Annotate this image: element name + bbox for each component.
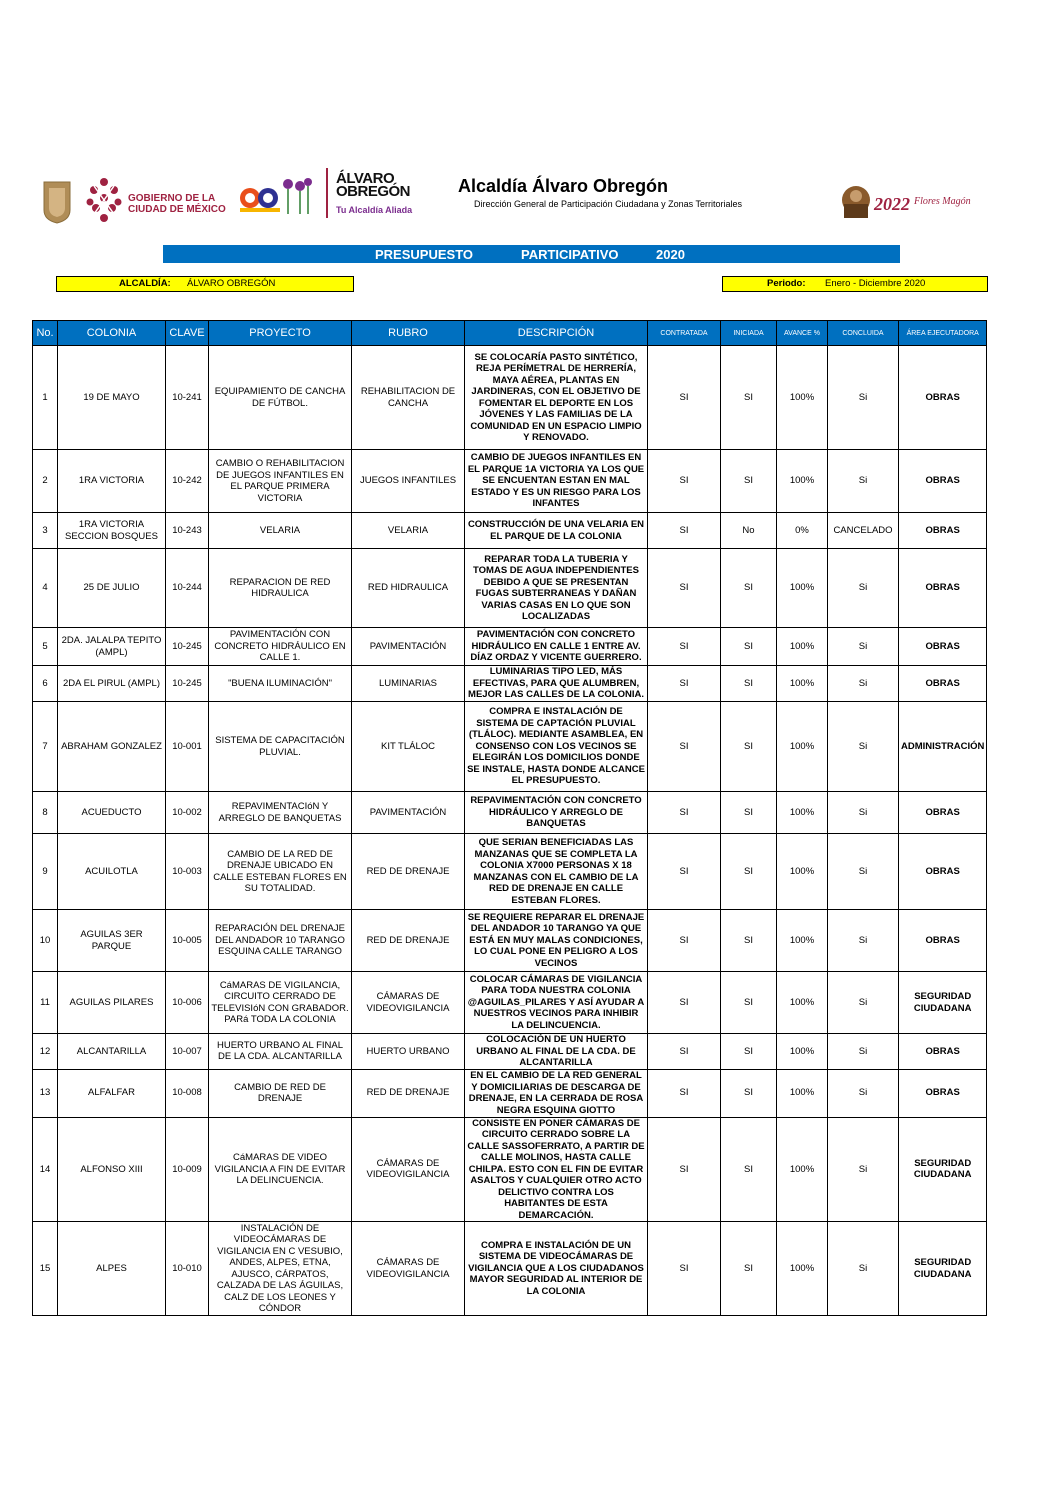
cell-proyecto: "BUENA ILUMINACIÓN": [209, 666, 352, 702]
cell-descripcion: CAMBIO DE JUEGOS INFANTILES EN EL PARQUE 1A VICTORIA YA LOS QUE SE ENCUENTAN ESTAN EN MAL ESTADO Y ES UN RIESGO PARA LOS INFANTES: [465, 450, 648, 513]
cell-contratada: SI: [648, 1117, 721, 1222]
cell-contratada: SI: [648, 792, 721, 834]
cell-no: 15: [33, 1222, 58, 1316]
cell-no: 11: [33, 972, 58, 1034]
cell-contratada: SI: [648, 549, 721, 628]
cell-concluida: Si: [828, 1117, 899, 1222]
cell-descripcion: COLOCACIÓN DE UN HUERTO URBANO AL FINAL DE LA CDA. DE ALCANTARILLA: [465, 1034, 648, 1070]
cell-iniciada: SI: [721, 910, 777, 972]
cell-contratada: SI: [648, 972, 721, 1034]
cell-area: OBRAS: [899, 792, 987, 834]
cell-concluida: Si: [828, 702, 899, 792]
cell-contratada: SI: [648, 666, 721, 702]
cell-descripcion: CONSTRUCCIÓN DE UNA VELARIA EN EL PARQUE DE LA COLONIA: [465, 513, 648, 549]
cell-area: OBRAS: [899, 628, 987, 666]
cell-iniciada: No: [721, 513, 777, 549]
banner-year: 2020: [656, 247, 685, 262]
table-row: [33, 549, 987, 628]
cell-iniciada: SI: [721, 628, 777, 666]
cell-area: SEGURIDAD CIUDADANA: [899, 1117, 987, 1222]
header-descripcion: DESCRIPCIÓN: [465, 321, 648, 346]
cell-no: 7: [33, 702, 58, 792]
periodo-field: [722, 276, 988, 292]
cell-proyecto: CAMBIO O REHABILITACION DE JUEGOS INFANTILES EN EL PARQUE PRIMERA VICTORIA: [209, 450, 352, 513]
alcaldia-label: ALCALDÍA:: [119, 278, 171, 289]
cell-no: 6: [33, 666, 58, 702]
cell-avance: 100%: [777, 549, 828, 628]
cell-iniciada: SI: [721, 1222, 777, 1316]
cell-contratada: SI: [648, 910, 721, 972]
cell-descripcion: REPARAR TODA LA TUBERIA Y TOMAS DE AGUA INDEPENDIENTES DEBIDO A QUE SE PRESENTAN FUGAS SUBTERRANEAS Y DAÑAN VARIAS CASAS EN LO QUE SON LOCALIZADAS: [465, 549, 648, 628]
cell-descripcion: EN EL CAMBIO DE LA RED GENERAL Y DOMICILIARIAS DE DESCARGA DE DRENAJE, EN LA CERRADA DE ROSA NEGRA ESQUINA GIOTTO: [465, 1069, 648, 1117]
table-row: [33, 1069, 987, 1117]
table-row: [33, 628, 987, 666]
cell-concluida: Si: [828, 1069, 899, 1117]
cell-avance: 100%: [777, 792, 828, 834]
cell-clave: 10-009: [166, 1117, 209, 1222]
header-colonia: COLONIA: [58, 321, 166, 346]
header-area: ÁREA EJECUTADORA: [899, 321, 987, 346]
cell-avance: 100%: [777, 628, 828, 666]
cell-avance: 100%: [777, 972, 828, 1034]
cell-colonia: 25 DE JULIO: [58, 549, 166, 628]
cell-concluida: Si: [828, 1222, 899, 1316]
cell-no: 1: [33, 346, 58, 450]
table-row: [33, 1117, 987, 1222]
cell-rubro: CÁMARAS DE VIDEOVIGILANCIA: [352, 1222, 465, 1316]
header-rubro: RUBRO: [352, 321, 465, 346]
cell-proyecto: INSTALACIÓN DE VIDEOCÁMARAS DE VIGILANCIA EN C VESUBIO, ANDES, ALPES, ETNA, AJUSCO, CÁRPATOS, CALZADA DE LAS ÁGUILAS, CALZ DE LOS LEONES Y CÓNDOR: [209, 1222, 352, 1316]
cell-proyecto: CáMARAS DE VIDEO VIGILANCIA A FIN DE EVITAR LA DELINCUENCIA.: [209, 1117, 352, 1222]
table-row: [33, 910, 987, 972]
cell-colonia: AGUILAS 3ER PARQUE: [58, 910, 166, 972]
cell-descripcion: SE REQUIERE REPARAR EL DRENAJE DEL ANDADOR 10 TARANGO YA QUE ESTÁ EN MUY MALAS CONDICIONES, LO CUAL PONE EN PELIGRO A LOS VECINOS: [465, 910, 648, 972]
cell-avance: 100%: [777, 910, 828, 972]
cell-rubro: CÁMARAS DE VIDEOVIGILANCIA: [352, 1117, 465, 1222]
cell-avance: 100%: [777, 1069, 828, 1117]
cell-rubro: CÁMARAS DE VIDEOVIGILANCIA: [352, 972, 465, 1034]
cell-no: 4: [33, 549, 58, 628]
cell-clave: 10-010: [166, 1222, 209, 1316]
cell-colonia: 2DA. JALALPA TEPITO (AMPL): [58, 628, 166, 666]
cell-rubro: JUEGOS INFANTILES: [352, 450, 465, 513]
cell-area: OBRAS: [899, 450, 987, 513]
table-row: [33, 792, 987, 834]
table-row: [33, 346, 987, 450]
cell-avance: 0%: [777, 513, 828, 549]
cell-iniciada: SI: [721, 346, 777, 450]
cell-colonia: 19 DE MAYO: [58, 346, 166, 450]
banner-word-2: PARTICIPATIVO: [521, 247, 619, 262]
cell-clave: 10-007: [166, 1034, 209, 1070]
cell-contratada: SI: [648, 1222, 721, 1316]
table-row: [33, 666, 987, 702]
cell-no: 2: [33, 450, 58, 513]
cell-contratada: SI: [648, 513, 721, 549]
cell-rubro: RED DE DRENAJE: [352, 1069, 465, 1117]
cell-contratada: SI: [648, 346, 721, 450]
cell-iniciada: SI: [721, 549, 777, 628]
cell-iniciada: SI: [721, 1117, 777, 1222]
cell-concluida: Si: [828, 910, 899, 972]
cell-clave: 10-002: [166, 792, 209, 834]
cell-descripcion: PAVIMENTACIÓN CON CONCRETO HIDRÁULICO EN CALLE 1 ENTRE AV. DÍAZ ORDAZ Y VICENTE GUERRERO.: [465, 628, 648, 666]
table-header-row: [33, 321, 987, 346]
projects-table: [32, 320, 987, 1316]
cell-avance: 100%: [777, 666, 828, 702]
cell-proyecto: CáMARAS DE VIGILANCIA, CIRCUITO CERRADO DE TELEVISIóN CON GRABADOR. PARá TODA LA COLONIA: [209, 972, 352, 1034]
cell-iniciada: SI: [721, 1069, 777, 1117]
cell-clave: 10-003: [166, 834, 209, 910]
page-subtitle: Dirección General de Participación Ciudadana y Zonas Territoriales: [474, 199, 742, 209]
header-avance: AVANCE %: [777, 321, 828, 346]
cell-concluida: Si: [828, 792, 899, 834]
cell-concluida: Si: [828, 1034, 899, 1070]
cell-concluida: Si: [828, 450, 899, 513]
cell-rubro: VELARIA: [352, 513, 465, 549]
cell-proyecto: REPAVIMENTACIóN Y ARREGLO DE BANQUETAS: [209, 792, 352, 834]
cell-colonia: ALCANTARILLA: [58, 1034, 166, 1070]
cell-proyecto: EQUIPAMIENTO DE CANCHA DE FÚTBOL.: [209, 346, 352, 450]
svg-text:2022: 2022: [874, 194, 910, 214]
cell-contratada: SI: [648, 702, 721, 792]
table-row: [33, 1222, 987, 1316]
cell-area: ADMINISTRACIÓN: [899, 702, 987, 792]
cell-iniciada: SI: [721, 666, 777, 702]
cell-descripcion: COMPRA E INSTALACIÓN DE SISTEMA DE CAPTACIÓN PLUVIAL (TLÁLOC). MEDIANTE ASAMBLEA, EN CONSENSO CON LOS VECINOS SE ELEGIRÁN LOS DOMICILIOS DONDE SE INSTALE, HASTA DONDE ALCANCE EL PRESUPUESTO.: [465, 702, 648, 792]
cell-rubro: RED DE DRENAJE: [352, 834, 465, 910]
cell-iniciada: SI: [721, 450, 777, 513]
cell-contratada: SI: [648, 628, 721, 666]
cell-concluida: Si: [828, 549, 899, 628]
cell-concluida: Si: [828, 972, 899, 1034]
table-row: [33, 702, 987, 792]
cell-descripcion: LUMINARIAS TIPO LED, MÁS EFECTIVAS, PARA QUE ALUMBREN, MEJOR LAS CALLES DE LA COLONIA.: [465, 666, 648, 702]
cell-area: OBRAS: [899, 346, 987, 450]
cell-area: OBRAS: [899, 549, 987, 628]
cell-avance: 100%: [777, 834, 828, 910]
cell-rubro: HUERTO URBANO: [352, 1034, 465, 1070]
cell-rubro: KIT TLÁLOC: [352, 702, 465, 792]
cell-descripcion: REPAVIMENTACIÓN CON CONCRETO HIDRÁULICO Y ARREGLO DE BANQUETAS: [465, 792, 648, 834]
cell-descripcion: COLOCAR CÁMARAS DE VIGILANCIA PARA TODA NUESTRA COLONIA @AGUILAS_PILARES Y ASÍ AYUDAR A NUESTROS VECINOS PARA INHIBIR LA DELINCUENCIA.: [465, 972, 648, 1034]
header-clave: CLAVE: [166, 321, 209, 346]
table-row: [33, 834, 987, 910]
periodo-label: Periodo:: [767, 278, 806, 289]
cell-clave: 10-242: [166, 450, 209, 513]
cell-clave: 10-008: [166, 1069, 209, 1117]
cell-clave: 10-244: [166, 549, 209, 628]
cell-contratada: SI: [648, 834, 721, 910]
cell-no: 14: [33, 1117, 58, 1222]
cell-clave: 10-006: [166, 972, 209, 1034]
periodo-value: Enero - Diciembre 2020: [825, 278, 926, 289]
cell-clave: 10-241: [166, 346, 209, 450]
table-row: [33, 1034, 987, 1070]
cell-iniciada: SI: [721, 702, 777, 792]
cell-concluida: Si: [828, 346, 899, 450]
alcaldia-value: ÁLVARO OBREGÓN: [187, 278, 276, 289]
header-concluida: CONCLUIDA: [828, 321, 899, 346]
cell-contratada: SI: [648, 1069, 721, 1117]
cell-rubro: LUMINARIAS: [352, 666, 465, 702]
header-iniciada: INICIADA: [721, 321, 777, 346]
page-title: Alcaldía Álvaro Obregón: [458, 176, 669, 196]
cell-avance: 100%: [777, 346, 828, 450]
header-no: No.: [33, 321, 58, 346]
cell-iniciada: SI: [721, 1034, 777, 1070]
cell-area: SEGURIDAD CIUDADANA: [899, 1222, 987, 1316]
cell-no: 13: [33, 1069, 58, 1117]
cell-area: OBRAS: [899, 1034, 987, 1070]
cell-clave: 10-001: [166, 702, 209, 792]
cell-iniciada: SI: [721, 792, 777, 834]
alvaro-obregon-logo-text: ÁLVARO OBREGÓN: [336, 170, 411, 200]
table-row: [33, 450, 987, 513]
cell-concluida: Si: [828, 666, 899, 702]
cell-colonia: ACUEDUCTO: [58, 792, 166, 834]
alcaldia-shield-logo: [42, 180, 72, 224]
cell-rubro: REHABILITACION DE CANCHA: [352, 346, 465, 450]
header-contratada: CONTRATADA: [648, 321, 721, 346]
cdmx-emblem-logo: [84, 176, 124, 224]
cell-proyecto: CAMBIO DE RED DE DRENAJE: [209, 1069, 352, 1117]
cell-rubro: PAVIMENTACIÓN: [352, 792, 465, 834]
table-row: [33, 972, 987, 1034]
header-proyecto: PROYECTO: [209, 321, 352, 346]
cell-no: 5: [33, 628, 58, 666]
cell-colonia: ALPES: [58, 1222, 166, 1316]
cell-no: 3: [33, 513, 58, 549]
cell-colonia: ABRAHAM GONZALEZ: [58, 702, 166, 792]
logo-divider: [326, 168, 328, 218]
banner-word-1: PRESUPUESTO: [375, 247, 474, 262]
cell-no: 12: [33, 1034, 58, 1070]
cell-descripcion: COMPRA E INSTALACIÓN DE UN SISTEMA DE VIDEOCÁMARAS DE VIGILANCIA QUE A LOS CIUDADANOS MAYOR SEGURIDAD AL INTERIOR DE LA COLONIA: [465, 1222, 648, 1316]
cell-iniciada: SI: [721, 972, 777, 1034]
cell-rubro: RED HIDRAULICA: [352, 549, 465, 628]
cell-proyecto: REPARACION DE RED HIDRAULICA: [209, 549, 352, 628]
cell-area: OBRAS: [899, 1069, 987, 1117]
cell-colonia: ALFONSO XIII: [58, 1117, 166, 1222]
cell-avance: 100%: [777, 450, 828, 513]
cell-avance: 100%: [777, 1222, 828, 1316]
cell-area: OBRAS: [899, 834, 987, 910]
cell-area: OBRAS: [899, 910, 987, 972]
cell-rubro: RED DE DRENAJE: [352, 910, 465, 972]
cell-area: OBRAS: [899, 666, 987, 702]
cell-proyecto: REPARACIÓN DEL DRENAJE DEL ANDADOR 10 TARANGO ESQUINA CALLE TARANGO: [209, 910, 352, 972]
cell-rubro: PAVIMENTACIÓN: [352, 628, 465, 666]
cell-colonia: 1RA VICTORIA SECCION BOSQUES: [58, 513, 166, 549]
cell-proyecto: CAMBIO DE LA RED DE DRENAJE UBICADO EN CALLE ESTEBAN FLORES EN SU TOTALIDAD.: [209, 834, 352, 910]
cell-colonia: AGUILAS PILARES: [58, 972, 166, 1034]
table-row: [33, 513, 987, 549]
cell-avance: 100%: [777, 1117, 828, 1222]
cell-descripcion: QUE SERIAN BENEFICIADAS LAS MANZANAS QUE SE COMPLETA LA COLONIA X7000 PERSONAS X 18 MANZANAS CON EL CAMBIO DE LA RED DE DRENAJE EN CALLE ESTEBAN FLORES.: [465, 834, 648, 910]
cell-proyecto: HUERTO URBANO AL FINAL DE LA CDA. ALCANTARILLA: [209, 1034, 352, 1070]
cell-clave: 10-245: [166, 628, 209, 666]
cell-clave: 10-005: [166, 910, 209, 972]
cell-area: OBRAS: [899, 513, 987, 549]
cell-iniciada: SI: [721, 834, 777, 910]
cell-concluida: Si: [828, 628, 899, 666]
cell-no: 9: [33, 834, 58, 910]
cell-contratada: SI: [648, 1034, 721, 1070]
cell-avance: 100%: [777, 702, 828, 792]
cell-descripcion: SE COLOCARÍA PASTO SINTÉTICO, REJA PERÍMETRAL DE HERRERÍA, MAYA AÉREA, PLANTAS EN JARDINERAS, CON EL OBJETIVO DE FOMENTAR EL DEPORTE EN LOS JÓVENES Y LAS FAMILIAS DE LA COMUNIDAD EN UN ESPACIO LIMPIO Y RENOVADO.: [465, 346, 648, 450]
alcaldia-field: [56, 276, 354, 292]
cell-area: SEGURIDAD CIUDADANA: [899, 972, 987, 1034]
cell-concluida: Si: [828, 834, 899, 910]
cell-colonia: 2DA EL PIRUL (AMPL): [58, 666, 166, 702]
cell-colonia: 1RA VICTORIA: [58, 450, 166, 513]
svg-text:Flores Magón: Flores Magón: [914, 196, 971, 207]
cell-clave: 10-245: [166, 666, 209, 702]
cell-no: 8: [33, 792, 58, 834]
budget-banner: [163, 245, 900, 263]
anniversary-flowers-logo: [236, 174, 314, 216]
cell-contratada: SI: [648, 450, 721, 513]
cell-descripcion: CONSISTE EN PONER CÁMARAS DE CIRCUITO CERRADO SOBRE LA CALLE SASSOFERRATO, A PARTIR DE CALLE MOLINOS, HASTA CALLE CHILPA. ESTO CON EL FIN DE EVITAR ASALTOS Y CUALQUIER OTRO ACTO DELICTIVO CONTRA LOS HABITANTES DE ESTA DEMARCACIÓN.: [465, 1117, 648, 1222]
cell-proyecto: PAVIMENTACIÓN CON CONCRETO HIDRÁULICO EN CALLE 1.: [209, 628, 352, 666]
cdmx-logo-text: GOBIERNO DE LA CIUDAD DE MÉXICO: [128, 193, 226, 215]
cell-clave: 10-243: [166, 513, 209, 549]
cell-proyecto: SISTEMA DE CAPACITACIÓN PLUVIAL.: [209, 702, 352, 792]
cell-proyecto: VELARIA: [209, 513, 352, 549]
cell-colonia: ALFALFAR: [58, 1069, 166, 1117]
alcaldia-tagline: Tu Alcaldía Aliada: [336, 205, 413, 215]
cell-avance: 100%: [777, 1034, 828, 1070]
cell-concluida: CANCELADO: [828, 513, 899, 549]
cell-colonia: ACUILOTLA: [58, 834, 166, 910]
2022-flores-magon-badge: [836, 182, 971, 222]
cell-no: 10: [33, 910, 58, 972]
